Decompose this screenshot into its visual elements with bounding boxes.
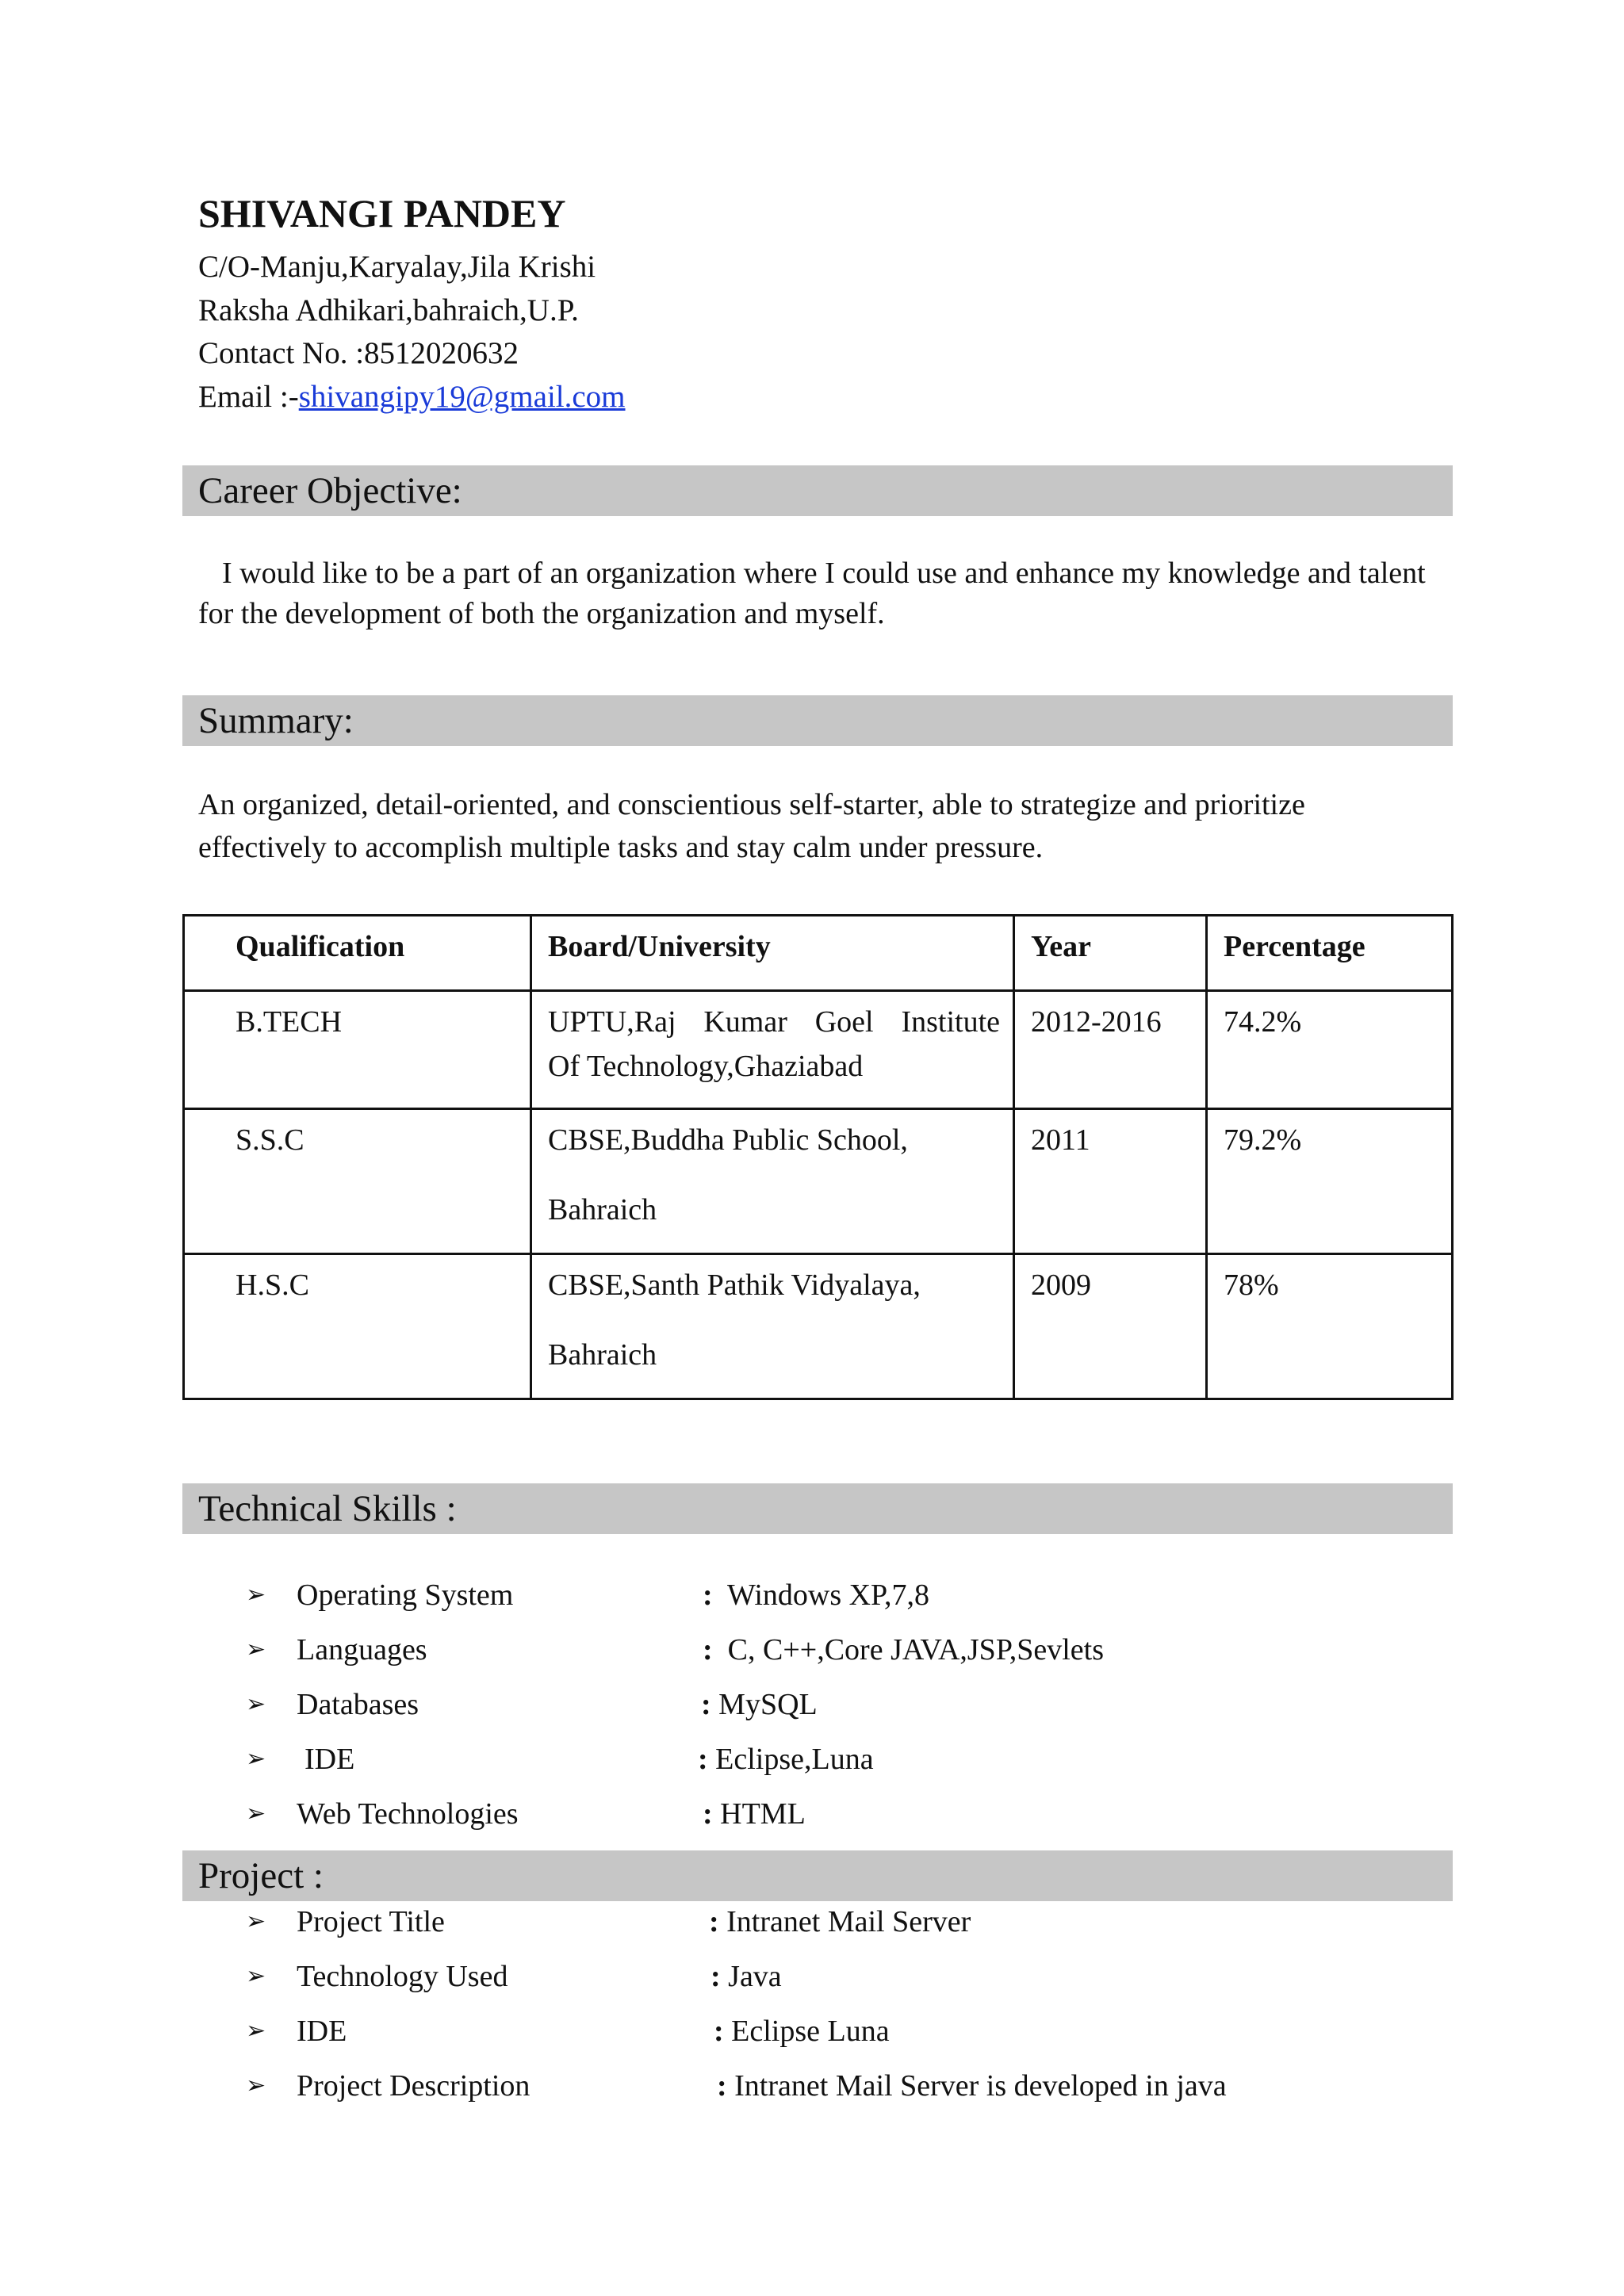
technical-skills-heading: Technical Skills : [182, 1483, 1453, 1534]
skill-label: IDE [304, 1743, 355, 1776]
skill-label: Operating System [297, 1578, 514, 1612]
email-link[interactable]: shivangipy19@gmail.com [298, 379, 626, 414]
email-line [198, 376, 626, 419]
arrowhead-bullet-icon: ➢ [246, 1691, 266, 1717]
skill-label: Databases [297, 1688, 419, 1721]
career-objective-heading: Career Objective: [182, 465, 1453, 516]
skill-value: : Windows XP,7,8 [703, 1578, 929, 1612]
project-value: : Intranet Mail Server [709, 1905, 971, 1938]
arrowhead-bullet-icon: ➢ [246, 1800, 266, 1827]
skill-label: Languages [297, 1633, 427, 1667]
table-header-row [184, 916, 1453, 991]
email-label: Email :- [198, 379, 299, 414]
project-label: Project Title [297, 1905, 445, 1938]
arrowhead-bullet-icon: ➢ [246, 1582, 266, 1608]
skill-value: : Eclipse,Luna [698, 1743, 874, 1776]
header-year: Year [1031, 930, 1091, 963]
arrowhead-bullet-icon: ➢ [246, 1746, 266, 1772]
project-heading: Project : [182, 1850, 1453, 1901]
cell-year: 2011 [1031, 1123, 1090, 1157]
header-qualification: Qualification [236, 930, 405, 963]
skill-value: : HTML [703, 1797, 806, 1831]
cell-board-line-2: Bahraich [548, 1193, 657, 1226]
cell-percentage: 78% [1224, 1269, 1279, 1302]
project-value: : Java [710, 1960, 782, 1993]
cell-qualification: S.S.C [236, 1123, 304, 1157]
cell-board-line-1: CBSE,Santh Pathik Vidyalaya, [548, 1269, 921, 1302]
cell-board-line-2: Bahraich [548, 1338, 657, 1372]
table-row [184, 1254, 1453, 1399]
project-label: IDE [297, 2015, 347, 2048]
header-board: Board/University [548, 930, 771, 963]
career-objective-text: I would like to be a part of an organization where I could use and enhance my knowledge and talent for the development of both the organization and myself. [198, 557, 1426, 630]
candidate-name: SHIVANGI PANDEY [198, 191, 566, 235]
summary-heading: Summary: [182, 695, 1453, 746]
qualification-table [182, 914, 1454, 1400]
contact-number: Contact No. :8512020632 [198, 336, 519, 370]
address-line-2: Raksha Adhikari,bahraich,U.P. [198, 293, 579, 327]
project-value: : Eclipse Luna [714, 2015, 890, 2048]
skill-value: : C, C++,Core JAVA,JSP,Sevlets [703, 1633, 1105, 1667]
project-value: : Intranet Mail Server is developed in java [717, 2069, 1227, 2103]
cell-percentage: 79.2% [1224, 1123, 1302, 1157]
summary-text: An organized, detail-oriented, and conscientious self-starter, able to strategize and prioritize effectively to accomplish multiple tasks and stay calm under pressure. [198, 788, 1305, 864]
project-label: Technology Used [297, 1960, 508, 1993]
cell-board-line-1: CBSE,Buddha Public School, [548, 1123, 908, 1157]
cell-year: 2012-2016 [1031, 1005, 1162, 1039]
arrowhead-bullet-icon: ➢ [246, 1963, 266, 1989]
arrowhead-bullet-icon: ➢ [246, 1908, 266, 1934]
skill-value: : MySQL [701, 1688, 818, 1721]
cell-percentage: 74.2% [1224, 1005, 1302, 1039]
address-line-1: C/O-Manju,Karyalay,Jila Krishi [198, 250, 596, 284]
cell-qualification: B.TECH [236, 1005, 343, 1039]
arrowhead-bullet-icon: ➢ [246, 1636, 266, 1663]
cell-board-line-1: UPTU,Raj Kumar Goel Institute [548, 1005, 1000, 1039]
cell-qualification: H.S.C [236, 1269, 309, 1302]
skill-label: Web Technologies [297, 1797, 519, 1831]
table-row [184, 1109, 1453, 1254]
cell-year: 2009 [1031, 1269, 1091, 1302]
cell-board-line-2: Of Technology,Ghaziabad [548, 1050, 864, 1083]
project-label: Project Description [297, 2069, 530, 2103]
contact-block [198, 246, 626, 419]
table-row [184, 991, 1453, 1109]
header-percentage: Percentage [1224, 930, 1365, 963]
arrowhead-bullet-icon: ➢ [246, 2072, 266, 2099]
arrowhead-bullet-icon: ➢ [246, 2018, 266, 2044]
